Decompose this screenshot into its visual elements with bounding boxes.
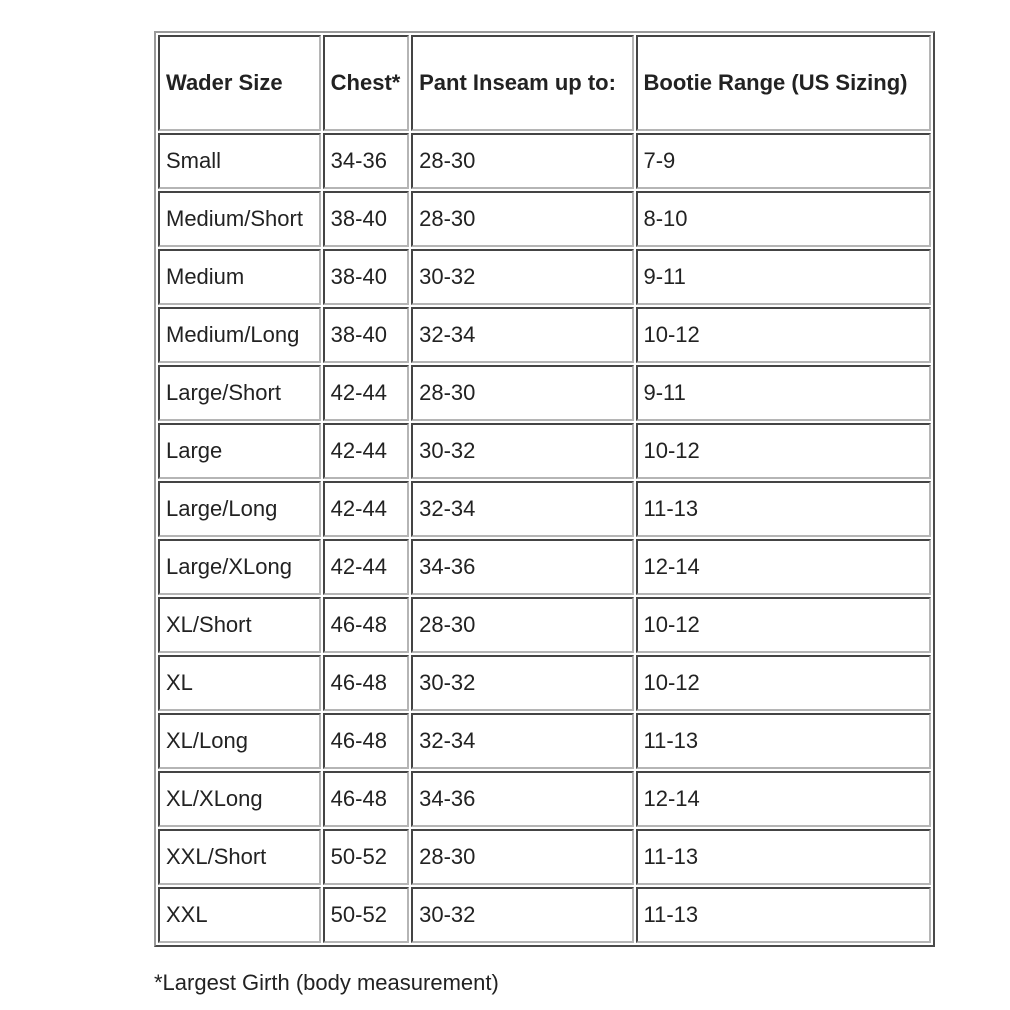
cell-bootie-range: 10-12 [636, 423, 932, 479]
cell-wader-size: XL/Long [158, 713, 321, 769]
cell-wader-size: XL/Short [158, 597, 321, 653]
cell-wader-size: XL/XLong [158, 771, 321, 827]
table-row [158, 133, 931, 189]
cell-pant-inseam: 28-30 [411, 365, 633, 421]
cell-pant-inseam: 34-36 [411, 771, 633, 827]
cell-pant-inseam: 30-32 [411, 655, 633, 711]
cell-bootie-range: 8-10 [636, 191, 932, 247]
table-body [158, 133, 931, 943]
cell-chest: 46-48 [323, 713, 409, 769]
cell-chest: 42-44 [323, 539, 409, 595]
cell-pant-inseam: 32-34 [411, 307, 633, 363]
cell-pant-inseam: 28-30 [411, 597, 633, 653]
cell-chest: 42-44 [323, 423, 409, 479]
footnote: *Largest Girth (body measurement) [154, 970, 499, 995]
table-header [158, 35, 931, 131]
cell-bootie-range: 11-13 [636, 887, 932, 943]
cell-bootie-range: 10-12 [636, 597, 932, 653]
cell-chest: 38-40 [323, 307, 409, 363]
header-wader-size: Wader Size [158, 35, 321, 131]
header-chest: Chest* [323, 35, 409, 131]
cell-wader-size: Medium/Short [158, 191, 321, 247]
table-row [158, 423, 931, 479]
cell-bootie-range: 9-11 [636, 249, 932, 305]
cell-pant-inseam: 30-32 [411, 423, 633, 479]
cell-pant-inseam: 34-36 [411, 539, 633, 595]
cell-wader-size: Medium/Long [158, 307, 321, 363]
cell-bootie-range: 10-12 [636, 307, 932, 363]
cell-chest: 46-48 [323, 771, 409, 827]
table-row [158, 597, 931, 653]
table-row [158, 713, 931, 769]
cell-wader-size: Large/Long [158, 481, 321, 537]
table-row [158, 307, 931, 363]
cell-chest: 42-44 [323, 365, 409, 421]
table-row [158, 655, 931, 711]
cell-wader-size: Small [158, 133, 321, 189]
cell-wader-size: XXL/Short [158, 829, 321, 885]
cell-chest: 46-48 [323, 597, 409, 653]
table-row [158, 249, 931, 305]
cell-chest: 42-44 [323, 481, 409, 537]
cell-chest: 46-48 [323, 655, 409, 711]
cell-wader-size: Large/Short [158, 365, 321, 421]
wader-size-table [154, 31, 935, 947]
cell-chest: 50-52 [323, 829, 409, 885]
cell-pant-inseam: 28-30 [411, 191, 633, 247]
cell-bootie-range: 12-14 [636, 771, 932, 827]
cell-wader-size: XL [158, 655, 321, 711]
table-row [158, 481, 931, 537]
cell-chest: 50-52 [323, 887, 409, 943]
cell-bootie-range: 10-12 [636, 655, 932, 711]
table-row [158, 365, 931, 421]
cell-bootie-range: 9-11 [636, 365, 932, 421]
cell-pant-inseam: 28-30 [411, 133, 633, 189]
cell-bootie-range: 11-13 [636, 481, 932, 537]
table-row [158, 191, 931, 247]
cell-bootie-range: 11-13 [636, 829, 932, 885]
cell-wader-size: Medium [158, 249, 321, 305]
table-row [158, 887, 931, 943]
cell-wader-size: Large/XLong [158, 539, 321, 595]
header-bootie-range: Bootie Range (US Sizing) [636, 35, 932, 131]
cell-wader-size: Large [158, 423, 321, 479]
cell-bootie-range: 12-14 [636, 539, 932, 595]
table-row [158, 539, 931, 595]
cell-bootie-range: 7-9 [636, 133, 932, 189]
cell-pant-inseam: 30-32 [411, 249, 633, 305]
cell-chest: 38-40 [323, 191, 409, 247]
header-pant-inseam: Pant Inseam up to: [411, 35, 633, 131]
cell-wader-size: XXL [158, 887, 321, 943]
cell-pant-inseam: 30-32 [411, 887, 633, 943]
cell-chest: 38-40 [323, 249, 409, 305]
cell-pant-inseam: 28-30 [411, 829, 633, 885]
table-row [158, 771, 931, 827]
cell-pant-inseam: 32-34 [411, 481, 633, 537]
cell-pant-inseam: 32-34 [411, 713, 633, 769]
cell-bootie-range: 11-13 [636, 713, 932, 769]
header-row [158, 35, 931, 131]
cell-chest: 34-36 [323, 133, 409, 189]
table-row [158, 829, 931, 885]
